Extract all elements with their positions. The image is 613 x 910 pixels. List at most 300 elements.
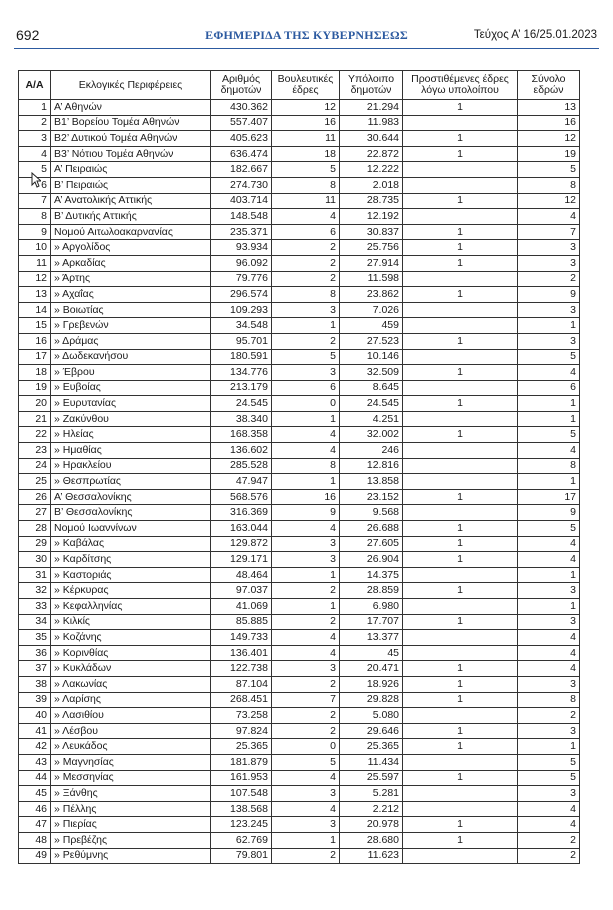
total-seats: 4 (518, 661, 580, 677)
remainder: 28.735 (340, 193, 403, 209)
remainder: 26.904 (340, 552, 403, 568)
district-name: Νομού Αιτωλοακαρνανίας (51, 224, 211, 240)
row-index: 37 (19, 661, 51, 677)
total-seats: 2 (518, 708, 580, 724)
table-row (19, 708, 580, 724)
citizens-count: 138.568 (211, 801, 272, 817)
row-index: 21 (19, 411, 51, 427)
remainder: 24.545 (340, 396, 403, 412)
total-seats: 5 (518, 427, 580, 443)
row-index: 36 (19, 645, 51, 661)
total-seats: 1 (518, 567, 580, 583)
district-name: » Καρδίτσης (51, 552, 211, 568)
table-row (19, 567, 580, 583)
row-index: 11 (19, 255, 51, 271)
seats: 1 (272, 599, 340, 615)
district-name: » Κεφαλληνίας (51, 599, 211, 615)
row-index: 9 (19, 224, 51, 240)
seats: 2 (272, 848, 340, 864)
citizens-count: 134.776 (211, 365, 272, 381)
row-index: 1 (19, 100, 51, 116)
seats: 4 (272, 645, 340, 661)
seats: 16 (272, 489, 340, 505)
mouse-pointer-icon (31, 172, 41, 188)
remainder: 28.680 (340, 832, 403, 848)
added-seats: 1 (403, 193, 518, 209)
district-name: » Αργολίδος (51, 240, 211, 256)
added-seats: 1 (403, 770, 518, 786)
seats: 4 (272, 427, 340, 443)
district-name: Β3’ Νότιου Τομέα Αθηνών (51, 146, 211, 162)
total-seats: 1 (518, 739, 580, 755)
remainder: 23.152 (340, 489, 403, 505)
total-seats: 2 (518, 271, 580, 287)
added-seats (403, 474, 518, 490)
citizens-count: 79.776 (211, 271, 272, 287)
added-seats: 1 (403, 240, 518, 256)
added-seats: 1 (403, 100, 518, 116)
total-seats: 5 (518, 349, 580, 365)
district-name: » Ηλείας (51, 427, 211, 443)
row-index: 46 (19, 801, 51, 817)
citizens-count: 95.701 (211, 333, 272, 349)
row-index: 13 (19, 287, 51, 303)
seats: 4 (272, 630, 340, 646)
added-seats (403, 786, 518, 802)
district-name: Β1’ Βορείου Τομέα Αθηνών (51, 115, 211, 131)
added-seats: 1 (403, 583, 518, 599)
table-row (19, 427, 580, 443)
table-row (19, 536, 580, 552)
district-name: » Θεσπρωτίας (51, 474, 211, 490)
total-seats: 5 (518, 162, 580, 178)
added-seats (403, 209, 518, 225)
district-name: » Κιλκίς (51, 614, 211, 630)
table-row (19, 349, 580, 365)
table-body (19, 100, 580, 864)
district-name: » Ρεθύμνης (51, 848, 211, 864)
added-seats (403, 567, 518, 583)
row-index: 17 (19, 349, 51, 365)
gazette-title: ΕΦΗΜΕΡΙΔΑ ΤΗΣ ΚΥΒΕΡΝΗΣΕΩΣ (205, 28, 408, 42)
total-seats: 9 (518, 287, 580, 303)
seats: 8 (272, 177, 340, 193)
row-index: 16 (19, 333, 51, 349)
header-citizens: Αριθμός δημοτών (211, 71, 272, 100)
row-index: 8 (19, 209, 51, 225)
table-row (19, 630, 580, 646)
seats: 2 (272, 255, 340, 271)
total-seats: 4 (518, 552, 580, 568)
citizens-count: 25.365 (211, 739, 272, 755)
citizens-count: 213.179 (211, 380, 272, 396)
header-row (19, 71, 580, 100)
table-row (19, 474, 580, 490)
header-added-seats: Προστιθέμενες έδρες λόγω υπολοίπου (403, 71, 518, 100)
seats: 1 (272, 567, 340, 583)
remainder: 13.377 (340, 630, 403, 646)
remainder: 11.434 (340, 754, 403, 770)
added-seats (403, 443, 518, 459)
district-name: Α’ Αθηνών (51, 100, 211, 116)
citizens-count: 96.092 (211, 255, 272, 271)
remainder: 32.509 (340, 365, 403, 381)
seats: 2 (272, 614, 340, 630)
total-seats: 12 (518, 131, 580, 147)
seats: 6 (272, 224, 340, 240)
seats: 1 (272, 832, 340, 848)
total-seats: 9 (518, 505, 580, 521)
table-row (19, 333, 580, 349)
table-row (19, 365, 580, 381)
row-index: 22 (19, 427, 51, 443)
total-seats: 1 (518, 318, 580, 334)
row-index: 40 (19, 708, 51, 724)
remainder: 18.926 (340, 676, 403, 692)
table-row (19, 240, 580, 256)
citizens-count: 403.714 (211, 193, 272, 209)
added-seats: 1 (403, 255, 518, 271)
citizens-count: 107.548 (211, 786, 272, 802)
citizens-count: 182.667 (211, 162, 272, 178)
added-seats (403, 754, 518, 770)
district-name: » Ηρακλείου (51, 458, 211, 474)
total-seats: 4 (518, 536, 580, 552)
seats: 3 (272, 786, 340, 802)
row-index: 4 (19, 146, 51, 162)
header-index: Α/Α (19, 71, 51, 100)
seats: 2 (272, 333, 340, 349)
remainder: 2.018 (340, 177, 403, 193)
district-name: Β’ Θεσσαλονίκης (51, 505, 211, 521)
row-index: 14 (19, 302, 51, 318)
citizens-count: 557.407 (211, 115, 272, 131)
row-index: 29 (19, 536, 51, 552)
added-seats (403, 318, 518, 334)
district-name: » Πιερίας (51, 817, 211, 833)
seats: 3 (272, 536, 340, 552)
total-seats: 4 (518, 443, 580, 459)
added-seats: 1 (403, 396, 518, 412)
remainder: 12.222 (340, 162, 403, 178)
remainder: 22.872 (340, 146, 403, 162)
row-index: 35 (19, 630, 51, 646)
table-row (19, 302, 580, 318)
table-row (19, 817, 580, 833)
remainder: 20.471 (340, 661, 403, 677)
added-seats (403, 630, 518, 646)
remainder: 30.644 (340, 131, 403, 147)
total-seats: 19 (518, 146, 580, 162)
remainder: 20.978 (340, 817, 403, 833)
remainder: 29.828 (340, 692, 403, 708)
remainder: 11.983 (340, 115, 403, 131)
added-seats (403, 645, 518, 661)
remainder: 27.914 (340, 255, 403, 271)
seats: 1 (272, 411, 340, 427)
total-seats: 8 (518, 458, 580, 474)
district-name: » Λασιθίου (51, 708, 211, 724)
seats: 0 (272, 739, 340, 755)
district-name: » Δράμας (51, 333, 211, 349)
district-name: » Γρεβενών (51, 318, 211, 334)
citizens-count: 148.548 (211, 209, 272, 225)
seats: 8 (272, 458, 340, 474)
remainder: 4.251 (340, 411, 403, 427)
total-seats: 16 (518, 115, 580, 131)
added-seats: 1 (403, 427, 518, 443)
district-name: Α’ Θεσσαλονίκης (51, 489, 211, 505)
seats: 4 (272, 443, 340, 459)
added-seats: 1 (403, 131, 518, 147)
remainder: 12.192 (340, 209, 403, 225)
district-name: » Ημαθίας (51, 443, 211, 459)
remainder: 25.597 (340, 770, 403, 786)
total-seats: 17 (518, 489, 580, 505)
district-name: » Έβρου (51, 365, 211, 381)
citizens-count: 47.947 (211, 474, 272, 490)
table-row (19, 193, 580, 209)
seats: 4 (272, 521, 340, 537)
row-index: 41 (19, 723, 51, 739)
total-seats: 4 (518, 630, 580, 646)
total-seats: 4 (518, 365, 580, 381)
added-seats: 1 (403, 817, 518, 833)
total-seats: 3 (518, 583, 580, 599)
district-name: » Λακωνίας (51, 676, 211, 692)
row-index: 12 (19, 271, 51, 287)
added-seats (403, 599, 518, 615)
citizens-count: 38.340 (211, 411, 272, 427)
citizens-count: 296.574 (211, 287, 272, 303)
remainder: 10.146 (340, 349, 403, 365)
citizens-count: 97.824 (211, 723, 272, 739)
total-seats: 3 (518, 723, 580, 739)
row-index: 48 (19, 832, 51, 848)
added-seats: 1 (403, 146, 518, 162)
district-name: » Ευρυτανίας (51, 396, 211, 412)
table-row (19, 100, 580, 116)
seats: 0 (272, 396, 340, 412)
header-seats: Βουλευτικές έδρες (272, 71, 340, 100)
seats: 1 (272, 474, 340, 490)
seats: 1 (272, 318, 340, 334)
total-seats: 3 (518, 255, 580, 271)
page-header (14, 26, 599, 49)
remainder: 27.523 (340, 333, 403, 349)
remainder: 26.688 (340, 521, 403, 537)
added-seats: 1 (403, 333, 518, 349)
district-name: » Λέσβου (51, 723, 211, 739)
citizens-count: 24.545 (211, 396, 272, 412)
remainder: 14.375 (340, 567, 403, 583)
table-row (19, 552, 580, 568)
remainder: 45 (340, 645, 403, 661)
added-seats: 1 (403, 832, 518, 848)
added-seats: 1 (403, 739, 518, 755)
total-seats: 12 (518, 193, 580, 209)
district-name: » Λαρίσης (51, 692, 211, 708)
row-index: 3 (19, 131, 51, 147)
remainder: 8.645 (340, 380, 403, 396)
citizens-count: 109.293 (211, 302, 272, 318)
remainder: 25.365 (340, 739, 403, 755)
seats: 2 (272, 708, 340, 724)
citizens-count: 285.528 (211, 458, 272, 474)
added-seats: 1 (403, 661, 518, 677)
total-seats: 4 (518, 817, 580, 833)
header-total-seats: Σύνολο εδρών (518, 71, 580, 100)
row-index: 47 (19, 817, 51, 833)
row-index: 44 (19, 770, 51, 786)
total-seats: 3 (518, 240, 580, 256)
row-index: 34 (19, 614, 51, 630)
row-index: 31 (19, 567, 51, 583)
citizens-count: 122.738 (211, 661, 272, 677)
remainder: 6.980 (340, 599, 403, 615)
seats: 5 (272, 162, 340, 178)
table-row (19, 287, 580, 303)
table-row (19, 396, 580, 412)
total-seats: 3 (518, 614, 580, 630)
district-name: » Δωδεκανήσου (51, 349, 211, 365)
seats: 12 (272, 100, 340, 116)
total-seats: 3 (518, 302, 580, 318)
seats: 11 (272, 131, 340, 147)
seats: 4 (272, 801, 340, 817)
added-seats (403, 115, 518, 131)
added-seats: 1 (403, 489, 518, 505)
citizens-count: 235.371 (211, 224, 272, 240)
district-name: Α’ Πειραιώς (51, 162, 211, 178)
remainder: 246 (340, 443, 403, 459)
table-row (19, 255, 580, 271)
table-row (19, 209, 580, 225)
citizens-count: 34.548 (211, 318, 272, 334)
remainder: 17.707 (340, 614, 403, 630)
district-name: » Αρκαδίας (51, 255, 211, 271)
row-index: 28 (19, 521, 51, 537)
row-index: 2 (19, 115, 51, 131)
added-seats: 1 (403, 287, 518, 303)
added-seats: 1 (403, 614, 518, 630)
row-index: 27 (19, 505, 51, 521)
total-seats: 2 (518, 848, 580, 864)
district-name: » Μαγνησίας (51, 754, 211, 770)
citizens-count: 181.879 (211, 754, 272, 770)
remainder: 30.837 (340, 224, 403, 240)
citizens-count: 62.769 (211, 832, 272, 848)
citizens-count: 136.401 (211, 645, 272, 661)
issue-info: Τεύχος Α’ 16/25.01.2023 (473, 29, 597, 41)
total-seats: 3 (518, 676, 580, 692)
citizens-count: 41.069 (211, 599, 272, 615)
seats: 8 (272, 287, 340, 303)
table-row (19, 271, 580, 287)
remainder: 11.623 (340, 848, 403, 864)
citizens-count: 93.934 (211, 240, 272, 256)
seats: 3 (272, 552, 340, 568)
district-name: » Κέρκυρας (51, 583, 211, 599)
seats: 3 (272, 817, 340, 833)
citizens-count: 129.872 (211, 536, 272, 552)
seats: 5 (272, 754, 340, 770)
table-row (19, 676, 580, 692)
citizens-count: 168.358 (211, 427, 272, 443)
row-index: 5 (19, 162, 51, 178)
remainder: 7.026 (340, 302, 403, 318)
seats: 7 (272, 692, 340, 708)
seats: 4 (272, 209, 340, 225)
seats: 3 (272, 661, 340, 677)
district-name: » Άρτης (51, 271, 211, 287)
added-seats (403, 302, 518, 318)
seats: 4 (272, 770, 340, 786)
total-seats: 5 (518, 754, 580, 770)
total-seats: 4 (518, 645, 580, 661)
total-seats: 1 (518, 599, 580, 615)
district-name: » Πέλλης (51, 801, 211, 817)
seats: 2 (272, 583, 340, 599)
row-index: 38 (19, 676, 51, 692)
total-seats: 5 (518, 521, 580, 537)
added-seats: 1 (403, 552, 518, 568)
citizens-count: 268.451 (211, 692, 272, 708)
remainder: 32.002 (340, 427, 403, 443)
row-index: 45 (19, 786, 51, 802)
district-name: » Αχαΐας (51, 287, 211, 303)
citizens-count: 161.953 (211, 770, 272, 786)
row-index: 20 (19, 396, 51, 412)
row-index: 39 (19, 692, 51, 708)
added-seats: 1 (403, 676, 518, 692)
remainder: 5.281 (340, 786, 403, 802)
seats: 3 (272, 302, 340, 318)
table-row (19, 162, 580, 178)
remainder: 28.859 (340, 583, 403, 599)
row-index: 33 (19, 599, 51, 615)
citizens-count: 568.576 (211, 489, 272, 505)
table-row (19, 723, 580, 739)
added-seats (403, 380, 518, 396)
district-name: » Λευκάδος (51, 739, 211, 755)
table-row (19, 443, 580, 459)
table-row (19, 832, 580, 848)
remainder: 5.080 (340, 708, 403, 724)
added-seats (403, 349, 518, 365)
added-seats (403, 271, 518, 287)
seats: 18 (272, 146, 340, 162)
citizens-count: 48.464 (211, 567, 272, 583)
seats: 11 (272, 193, 340, 209)
remainder: 29.646 (340, 723, 403, 739)
seats: 2 (272, 723, 340, 739)
table-row (19, 692, 580, 708)
citizens-count: 136.602 (211, 443, 272, 459)
table-row (19, 177, 580, 193)
district-name: » Ζακύνθου (51, 411, 211, 427)
citizens-count: 163.044 (211, 521, 272, 537)
district-name: » Καστοριάς (51, 567, 211, 583)
table-row (19, 848, 580, 864)
electoral-seats-table (18, 70, 580, 864)
row-index: 6 (19, 177, 51, 193)
table-row (19, 645, 580, 661)
table-row (19, 739, 580, 755)
table-row (19, 318, 580, 334)
remainder: 25.756 (340, 240, 403, 256)
citizens-count: 149.733 (211, 630, 272, 646)
